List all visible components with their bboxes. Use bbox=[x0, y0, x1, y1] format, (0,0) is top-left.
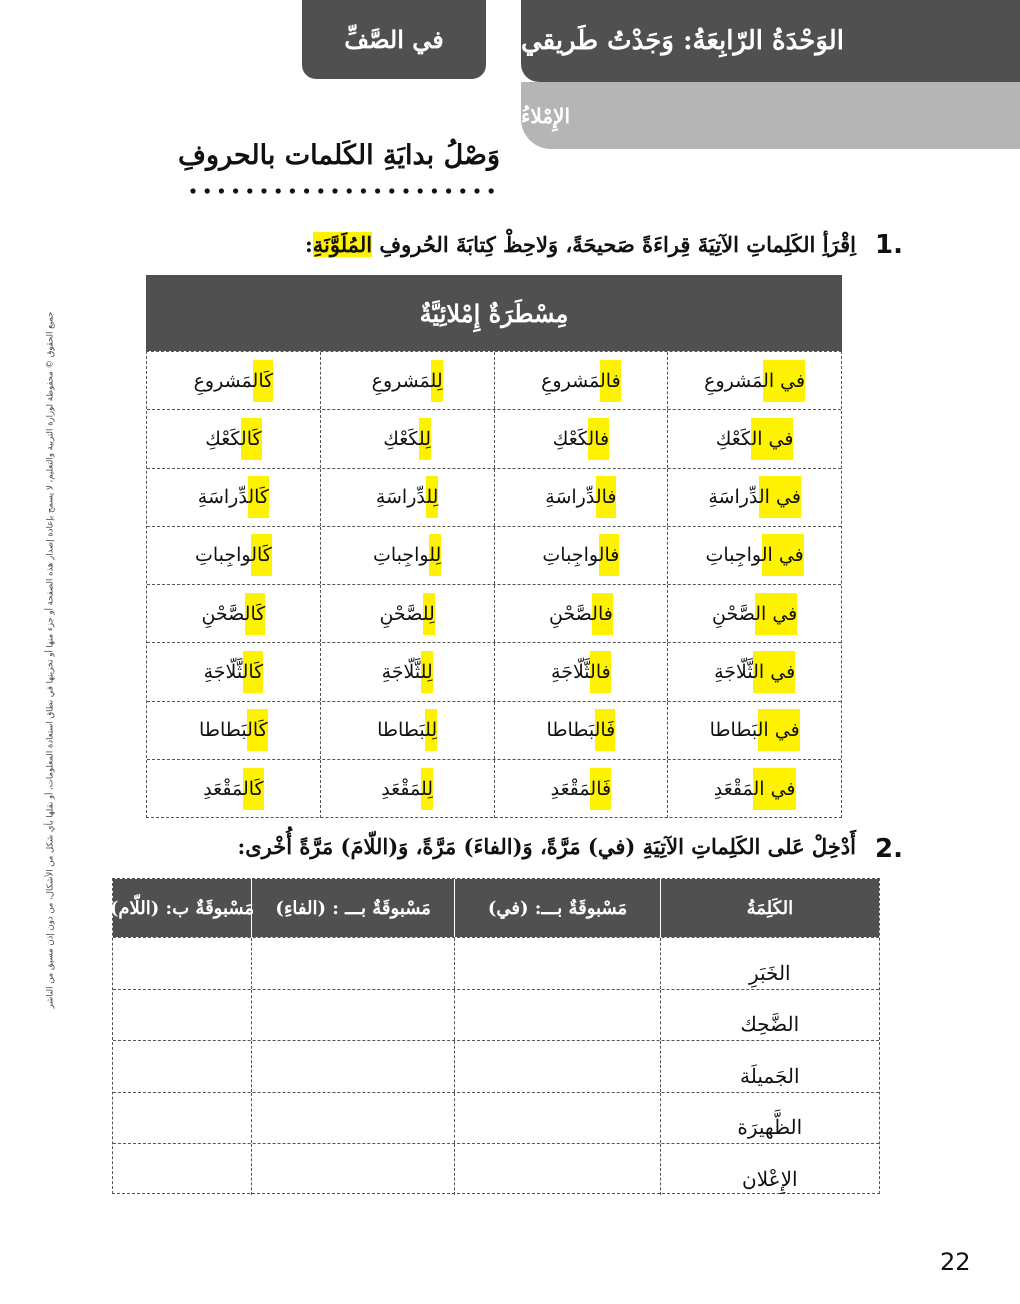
spelling-word bbox=[545, 486, 616, 508]
word-rest: ثَّلّاجَةِ bbox=[551, 660, 591, 683]
word-rest: كَعْكِ bbox=[383, 427, 419, 450]
highlighted-prefix: كَال bbox=[248, 476, 269, 518]
word-rest: مَشروعِ bbox=[371, 369, 431, 392]
word-rest: دِّراسَةِ bbox=[708, 486, 759, 509]
answer-cell[interactable] bbox=[113, 1041, 251, 1092]
word-rest: واجِباتِ bbox=[705, 544, 762, 567]
spelling-cell bbox=[320, 410, 494, 467]
exercise-table bbox=[109, 878, 880, 1194]
word-rest: صَّحْنِ bbox=[379, 602, 423, 625]
answer-cell[interactable] bbox=[251, 1093, 454, 1144]
page-number: 22 bbox=[940, 1248, 971, 1276]
word-rest: صَّحْنِ bbox=[712, 602, 756, 625]
highlighted-prefix: في ال bbox=[758, 709, 800, 751]
word-rest: مَشروعِ bbox=[541, 369, 601, 392]
unit-title: الوَحْدَةُ الرّابِعَةُ: وَجَدْتُ طَريقي bbox=[521, 26, 844, 56]
spelling-word bbox=[716, 428, 794, 450]
word-rest: دِّراسَةِ bbox=[375, 486, 427, 509]
spelling-cell bbox=[147, 410, 320, 467]
word-rest: دِّراسَةِ bbox=[545, 486, 596, 509]
copyright-side-note bbox=[30, 300, 70, 1020]
answer-cell[interactable] bbox=[251, 990, 454, 1041]
spelling-word bbox=[205, 428, 261, 450]
spelling-row bbox=[147, 702, 841, 760]
spelling-word bbox=[553, 428, 609, 450]
spelling-cell bbox=[667, 585, 841, 642]
spelling-cell bbox=[667, 352, 841, 409]
spelling-word bbox=[381, 778, 433, 800]
highlighted-prefix: كَال bbox=[241, 418, 262, 460]
answer-cell[interactable] bbox=[113, 990, 251, 1041]
word-rest: واجِباتِ bbox=[194, 544, 252, 567]
word-rest: بَطاطا bbox=[546, 719, 595, 742]
spelling-row bbox=[147, 760, 841, 818]
spelling-cell bbox=[320, 585, 494, 642]
answer-cell[interactable] bbox=[454, 1093, 659, 1144]
dot bbox=[332, 188, 337, 193]
exercise-table-header bbox=[109, 879, 879, 937]
word-rest: مَشروعِ bbox=[704, 369, 764, 392]
exercise-header-cell: مَسْبوقَةٌ ب: (اللّام) bbox=[109, 897, 255, 919]
spelling-table bbox=[146, 351, 842, 818]
spelling-table-title bbox=[146, 275, 842, 351]
question-2-text: أَدْخِلْ عَلى الكَلِماتِ الآتِيَةِ (في) مَرَّةً، وَ(الفاءَ) مَرَّةً، وَ(اللّامَ) مَرَّةً أُخْرى: bbox=[237, 834, 856, 859]
exercise-word: الضَّحِك bbox=[660, 990, 879, 1041]
question-1-number: 1. bbox=[875, 230, 903, 260]
spelling-cell bbox=[320, 702, 494, 759]
highlighted-prefix: لِل bbox=[423, 593, 435, 635]
spelling-cell bbox=[147, 469, 320, 526]
dot bbox=[247, 188, 252, 193]
spelling-word bbox=[549, 603, 613, 625]
spelling-word bbox=[551, 778, 611, 800]
exercise-row bbox=[113, 1040, 879, 1092]
word-rest: مَشروعِ bbox=[193, 369, 253, 392]
answer-cell[interactable] bbox=[251, 1144, 454, 1195]
dot bbox=[460, 188, 465, 193]
spelling-cell bbox=[147, 585, 320, 642]
highlighted-prefix: لِل bbox=[431, 360, 443, 402]
spelling-word bbox=[714, 661, 795, 683]
dot bbox=[474, 188, 479, 193]
word-rest: بَطاطا bbox=[709, 719, 758, 742]
dot bbox=[403, 188, 408, 193]
section-label: الإِمْلاءُ bbox=[521, 103, 571, 128]
word-rest: كَعْكِ bbox=[552, 427, 589, 450]
spelling-table-title-text: مِسْطَرَةٌ إِمْلائِيَّةٌ bbox=[419, 298, 569, 328]
dot bbox=[446, 188, 451, 193]
copyright-text: جميع الحقوق © محفوظة لوزارة التربية والتعليم، لا يسمح بإعادة إصدار هذه الصفحة أو جزء منها أو تخزينها في نطاق استعادة المعلومات، أو نقلها بأي شكل من الأشكال، من دون إذن مسبق من الناشر bbox=[45, 311, 56, 1009]
answer-cell[interactable] bbox=[454, 938, 659, 989]
word-rest: كَعْكِ bbox=[715, 427, 752, 450]
spelling-word bbox=[376, 486, 439, 508]
spelling-row bbox=[147, 352, 841, 410]
spelling-word bbox=[382, 661, 433, 683]
exercise-row bbox=[113, 1143, 879, 1195]
spelling-cell bbox=[147, 643, 320, 700]
spelling-row bbox=[147, 585, 841, 643]
dot bbox=[261, 188, 266, 193]
highlighted-prefix: لِل bbox=[421, 768, 433, 810]
spelling-cell bbox=[147, 352, 320, 409]
highlighted-prefix: في ال bbox=[755, 593, 797, 635]
highlighted-prefix: لِل bbox=[425, 709, 437, 751]
dot bbox=[389, 188, 394, 193]
word-rest: بَطاطا bbox=[377, 719, 426, 742]
answer-cell[interactable] bbox=[113, 938, 251, 989]
highlighted-prefix: لِل bbox=[426, 476, 438, 518]
dot bbox=[432, 188, 437, 193]
word-rest: مَقْعَدِ bbox=[203, 777, 243, 800]
highlighted-prefix: فال bbox=[590, 651, 611, 693]
highlighted-prefix: فال bbox=[599, 534, 620, 576]
word-rest: مَقْعَدِ bbox=[550, 777, 591, 800]
highlighted-prefix: كَال bbox=[243, 651, 264, 693]
dot bbox=[290, 188, 295, 193]
spelling-cell bbox=[667, 760, 841, 818]
highlighted-prefix: كَال bbox=[245, 593, 266, 635]
spelling-cell bbox=[667, 527, 841, 584]
spelling-cell bbox=[494, 410, 668, 467]
highlighted-prefix: في ال bbox=[762, 534, 804, 576]
spelling-word bbox=[542, 544, 619, 566]
spelling-cell bbox=[494, 643, 668, 700]
spelling-row bbox=[147, 469, 841, 527]
dot bbox=[375, 188, 380, 193]
highlighted-prefix: كَال bbox=[251, 534, 272, 576]
spelling-cell bbox=[494, 585, 668, 642]
dot bbox=[318, 188, 323, 193]
question-1-text bbox=[305, 232, 856, 257]
spelling-cell bbox=[667, 643, 841, 700]
word-rest: كَعْكِ bbox=[205, 427, 241, 450]
spelling-cell bbox=[320, 760, 494, 818]
highlighted-prefix: لِل bbox=[421, 651, 433, 693]
spelling-word bbox=[710, 719, 800, 741]
spelling-word bbox=[199, 719, 268, 741]
highlighted-prefix: لِل bbox=[419, 418, 431, 460]
dot bbox=[233, 188, 238, 193]
highlighted-prefix: في ال bbox=[753, 651, 795, 693]
spelling-word bbox=[198, 486, 269, 508]
spelling-word bbox=[712, 603, 797, 625]
dot bbox=[489, 188, 494, 193]
spelling-word bbox=[379, 603, 434, 625]
highlighted-prefix: فَال bbox=[595, 709, 616, 751]
spelling-word bbox=[195, 544, 272, 566]
spelling-cell bbox=[667, 469, 841, 526]
highlighted-prefix: لِل bbox=[429, 534, 441, 576]
word-rest: مَقْعَدِ bbox=[381, 777, 421, 800]
answer-cell[interactable] bbox=[454, 1144, 659, 1195]
unit-title-tab bbox=[521, 0, 1020, 82]
word-rest: ثَّلّاجَةِ bbox=[714, 660, 754, 683]
word-rest: مَقْعَدِ bbox=[713, 777, 754, 800]
answer-cell[interactable] bbox=[251, 938, 454, 989]
exercise-header-cell: مَسْبوقَةٌ بـــ: (في) bbox=[454, 879, 659, 937]
spelling-cell bbox=[494, 702, 668, 759]
dot bbox=[219, 188, 224, 193]
dot bbox=[304, 188, 309, 193]
dot bbox=[418, 188, 423, 193]
spelling-cell bbox=[494, 469, 668, 526]
spelling-word bbox=[372, 370, 443, 392]
dot bbox=[205, 188, 210, 193]
spelling-word bbox=[714, 778, 796, 800]
highlighted-prefix: في ال bbox=[751, 418, 793, 460]
answer-cell[interactable] bbox=[113, 1093, 251, 1144]
answer-cell[interactable] bbox=[454, 990, 659, 1041]
spelling-cell bbox=[494, 527, 668, 584]
spelling-cell bbox=[494, 352, 668, 409]
word-rest: صَّحْنِ bbox=[201, 602, 245, 625]
spelling-word bbox=[194, 370, 274, 392]
highlighted-prefix: في ال bbox=[759, 476, 801, 518]
spelling-word bbox=[708, 486, 801, 508]
question-1-highlight: المُلَوَّنَةِ bbox=[312, 232, 373, 257]
spelling-cell bbox=[320, 469, 494, 526]
highlighted-prefix: فال bbox=[600, 360, 621, 402]
question-2-number: 2. bbox=[875, 834, 903, 864]
spelling-word bbox=[551, 661, 611, 683]
answer-cell[interactable] bbox=[113, 1144, 251, 1195]
spelling-cell bbox=[147, 760, 320, 818]
exercise-row bbox=[113, 989, 879, 1041]
spelling-word bbox=[705, 544, 803, 566]
exercise-header-cell: مَسْبوقَةٌ بـــ : (الفاءِ) bbox=[251, 879, 454, 937]
spelling-word bbox=[704, 370, 805, 392]
exercise-word: الإِعْلان bbox=[660, 1144, 879, 1195]
highlighted-prefix: في ال bbox=[753, 768, 795, 810]
exercise-word: الجَميلَة bbox=[660, 1041, 879, 1092]
word-rest: دِّراسَةِ bbox=[197, 486, 249, 509]
spelling-word bbox=[541, 370, 621, 392]
spelling-cell bbox=[667, 702, 841, 759]
highlighted-prefix: فَال bbox=[590, 768, 611, 810]
question-1-text-after: : bbox=[305, 232, 313, 257]
class-tab-label: في الصَّفِّ bbox=[344, 25, 444, 54]
exercise-row bbox=[113, 1092, 879, 1144]
word-rest: صَّحْنِ bbox=[548, 602, 593, 625]
spelling-word bbox=[383, 428, 431, 450]
question-1-text-before: اِقْرَأِ الكَلِماتِ الآتِيَةَ قِراءَةً صَحيحَةً، وَلاحِظْ كِتابَةَ الحُروفِ bbox=[372, 232, 856, 257]
spelling-cell bbox=[320, 643, 494, 700]
highlighted-prefix: كَال bbox=[243, 768, 264, 810]
spelling-word bbox=[547, 719, 616, 741]
word-rest: ثَّلّاجَةِ bbox=[381, 660, 421, 683]
dotted-underline bbox=[188, 184, 498, 198]
spelling-word bbox=[201, 603, 265, 625]
section-tab bbox=[521, 82, 1020, 149]
word-rest: ثَّلّاجَةِ bbox=[203, 660, 243, 683]
exercise-word: الخَبَرِ bbox=[660, 938, 879, 989]
word-rest: بَطاطا bbox=[199, 719, 248, 742]
dot bbox=[190, 188, 195, 193]
spelling-word bbox=[373, 544, 441, 566]
spelling-cell bbox=[320, 527, 494, 584]
dot bbox=[347, 188, 352, 193]
lesson-title: وَصْلُ بدايَةِ الكَلمات بالحروفِ bbox=[178, 140, 500, 171]
highlighted-prefix: فال bbox=[596, 476, 617, 518]
highlighted-prefix: كَال bbox=[253, 360, 274, 402]
highlighted-prefix: فال bbox=[588, 418, 609, 460]
dot bbox=[361, 188, 366, 193]
highlighted-prefix: في ال bbox=[763, 360, 805, 402]
highlighted-prefix: فال bbox=[592, 593, 613, 635]
spelling-cell bbox=[147, 527, 320, 584]
exercise-row bbox=[113, 937, 879, 989]
word-rest: واجِباتِ bbox=[542, 544, 599, 567]
answer-cell[interactable] bbox=[454, 1041, 659, 1092]
class-tab bbox=[302, 0, 486, 79]
dot bbox=[276, 188, 281, 193]
exercise-header-cell: الكَلِمَةُ bbox=[660, 879, 879, 937]
spelling-cell bbox=[667, 410, 841, 467]
spelling-row bbox=[147, 527, 841, 585]
spelling-row bbox=[147, 410, 841, 468]
spelling-cell bbox=[320, 352, 494, 409]
answer-cell[interactable] bbox=[251, 1041, 454, 1092]
spelling-cell bbox=[147, 702, 320, 759]
spelling-word bbox=[377, 719, 437, 741]
spelling-word bbox=[204, 661, 264, 683]
spelling-row bbox=[147, 643, 841, 701]
spelling-word bbox=[203, 778, 263, 800]
highlighted-prefix: كَال bbox=[247, 709, 268, 751]
exercise-word: الظَّهيرَة bbox=[660, 1093, 879, 1144]
word-rest: واجِباتِ bbox=[372, 544, 430, 567]
spelling-cell bbox=[494, 760, 668, 818]
